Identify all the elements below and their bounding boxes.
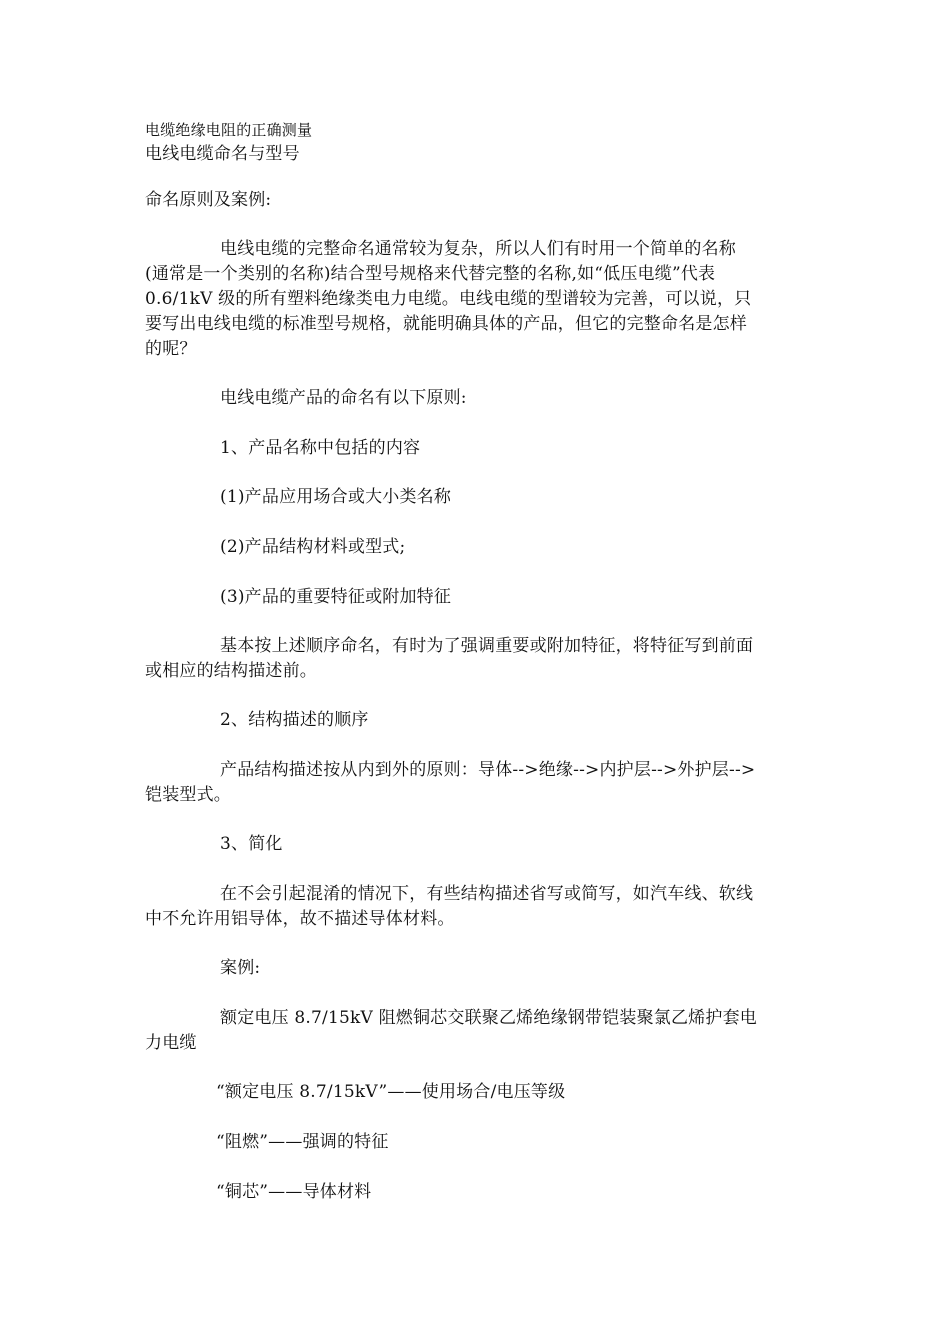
paragraph-4-line-1: 在不会引起混淆的情况下，有些结构描述省写或简写，如汽车线、软线 — [220, 884, 754, 904]
case-heading: 案例: — [220, 958, 261, 978]
paragraph-3-line-2: 铠装型式。 — [145, 785, 231, 805]
paragraph-1-line-2: (通常是一个类别的名称)结合型号规格来代替完整的名称,如“低压电缆”代表 — [145, 264, 716, 284]
item-1-sub-2: (2)产品结构材料或型式; — [220, 537, 406, 557]
case-note-3: “铜芯”——导体材料 — [216, 1182, 372, 1202]
case-example-line-1: 额定电压 8.7/15kV 阻燃铜芯交联聚乙烯绝缘钢带铠装聚氯乙烯护套电 — [220, 1008, 757, 1028]
item-1-title: 1、产品名称中包括的内容 — [220, 438, 421, 458]
case-note-1: “额定电压 8.7/15kV”——使用场合/电压等级 — [216, 1082, 566, 1102]
top-title: 电缆绝缘电阻的正确测量 — [145, 121, 313, 139]
principles-intro: 电线电缆产品的命名有以下原则: — [220, 388, 467, 408]
paragraph-2-line-1: 基本按上述顺序命名，有时为了强调重要或附加特征，将特征写到前面 — [220, 636, 754, 656]
paragraph-1-line-3: 0.6/1kV 级的所有塑料绝缘类电力电缆。电线电缆的型谱较为完善，可以说，只 — [145, 289, 752, 309]
paragraph-4-line-2: 中不允许用铝导体，故不描述导体材料。 — [145, 909, 455, 929]
document-title: 电线电缆命名与型号 — [145, 144, 300, 164]
paragraph-3-line-1: 产品结构描述按从内到外的原则：导体-->绝缘-->内护层-->外护层--> — [220, 760, 756, 780]
case-example-line-2: 力电缆 — [145, 1033, 197, 1053]
paragraph-1-line-1: 电线电缆的完整命名通常较为复杂，所以人们有时用一个简单的名称 — [220, 239, 736, 259]
item-1-sub-1: (1)产品应用场合或大小类名称 — [220, 487, 452, 507]
paragraph-1-line-5: 的呢？ — [145, 339, 197, 359]
intro-heading: 命名原则及案例: — [145, 190, 272, 210]
item-3-title: 3、简化 — [220, 834, 283, 854]
item-2-title: 2、结构描述的顺序 — [220, 710, 369, 730]
case-note-2: “阻燃”——强调的特征 — [216, 1132, 389, 1152]
paragraph-2-line-2: 或相应的结构描述前。 — [145, 661, 317, 681]
item-1-sub-3: (3)产品的重要特征或附加特征 — [220, 587, 452, 607]
paragraph-1-line-4: 要写出电线电缆的标准型号规格，就能明确具体的产品，但它的完整命名是怎样 — [145, 314, 747, 334]
